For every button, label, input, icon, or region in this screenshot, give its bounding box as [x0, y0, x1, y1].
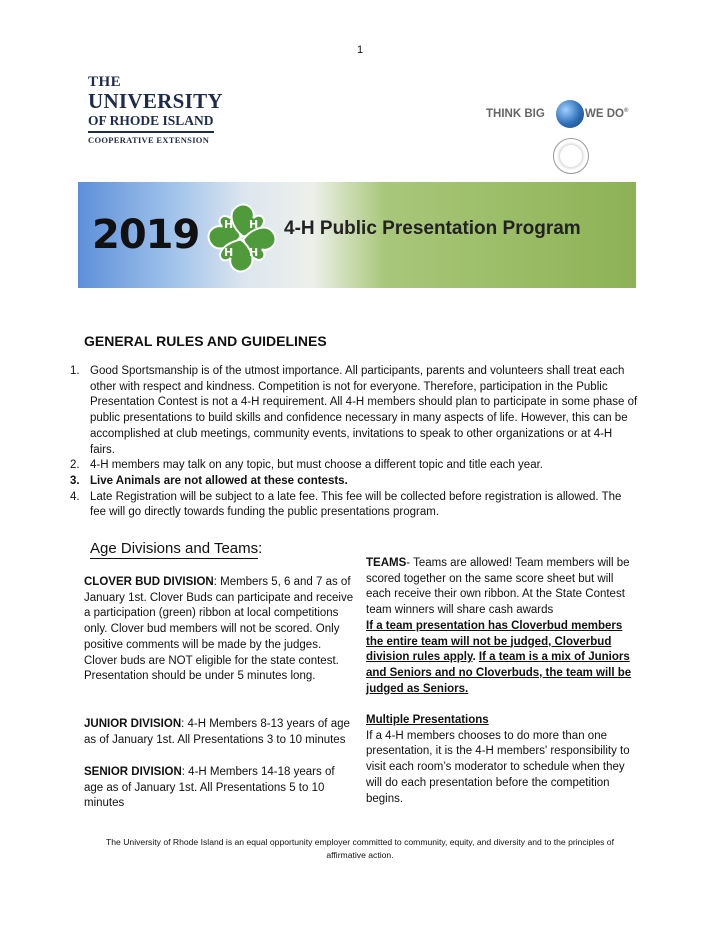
uri-logo-university: UNIVERSITY: [88, 89, 223, 113]
uri-logo-coop: COOPERATIVE EXTENSION: [88, 135, 210, 145]
clover-bud-division: CLOVER BUD DIVISION: Members 5, 6 and 7 as of January 1st. Clover Buds can participate and receive a participation (green) ribbon at local competitions only. Clover bud members will not be scored. Only positive comments will be made by the judges. Clover buds are NOT eligible for the state contest. Presentation should be under 5 minutes long.: [84, 576, 354, 683]
we-do-text: WE DO®: [585, 108, 629, 120]
think-big-text: THINK BIG: [486, 108, 545, 120]
seal-icon: [553, 138, 589, 174]
footer-text: The University of Rhode Island is an equal opportunity employer committed to community, equity, and diversity and to the principles of affirmative action.: [106, 837, 614, 860]
banner-title: 4-H Public Presentation Program: [284, 218, 581, 239]
four-leaf-clover-icon: [202, 198, 282, 278]
list-item: 3. Live Animals are not allowed at these contests.: [70, 474, 348, 487]
multiple-presentations: Multiple Presentations If a 4-H members chooses to do more than one presentation, it is the 4-H members' responsibility to visit each room’s moderator to schedule when they will do each presentation before the competition begins.: [366, 714, 630, 805]
uri-logo: [88, 74, 223, 145]
svg-text:H: H: [249, 246, 259, 259]
uri-logo-the: THE: [88, 74, 122, 90]
svg-text:H: H: [249, 218, 259, 231]
age-heading-underline: [90, 558, 258, 559]
age-divisions-heading: Age Divisions and Teams:: [90, 540, 263, 557]
list-item: 2. 4-H members may talk on any topic, but must choose a different topic and title each year.: [70, 459, 543, 472]
uri-logo-rhode-island: OF RHODE ISLAND: [88, 113, 214, 128]
globe-icon: [556, 100, 584, 128]
list-item: 4. Late Registration will be subject to a late fee. This fee will be collected before registration is allowed. The fee will go directly towards funding the public presentations program.: [70, 490, 622, 519]
rules-heading: GENERAL RULES AND GUIDELINES: [84, 333, 327, 349]
svg-text:H: H: [224, 218, 234, 231]
junior-division: JUNIOR DIVISION: 4-H Members 8-13 years of age as of January 1st. All Presentations 3 to 10 minutes: [84, 718, 350, 746]
uri-logo-rule: [88, 131, 214, 133]
list-item: 1. Good Sportsmanship is of the utmost importance. All participants, parents and volunteers shall treat each other with respect and kindness. Competition is not for everyone. Therefore, participation in the Public Presentation Contest is not a 4-H requirement. All 4-H members should plan to participate in some phase of public presentations to build skills and confidence necessary in many aspects of life. However, this can be accomplished at club meetings, community events, invitations to speak to other organizations or at 4-H fairs.: [70, 365, 638, 456]
teams-section: TEAMS- Teams are allowed! Team members will be scored together on the same score sheet but will each receive their own ribbon. At the State Contest team winners will share cash awards If a team presentation has Cloverbud members the entire team will not be judged, Cloverbud division rules apply. If a team is a mix of Juniors and Seniors and no Cloverbuds, the team will be judged as Seniors.: [366, 557, 632, 695]
rules-list: [58, 364, 638, 521]
page-number: 1: [356, 44, 364, 56]
senior-division: SENIOR DIVISION: 4-H Members 14-18 years of age as of January 1st. All Presentations 5 to 10 minutes: [84, 766, 335, 810]
banner-year: 2019: [92, 212, 200, 258]
svg-text:H: H: [224, 246, 234, 259]
